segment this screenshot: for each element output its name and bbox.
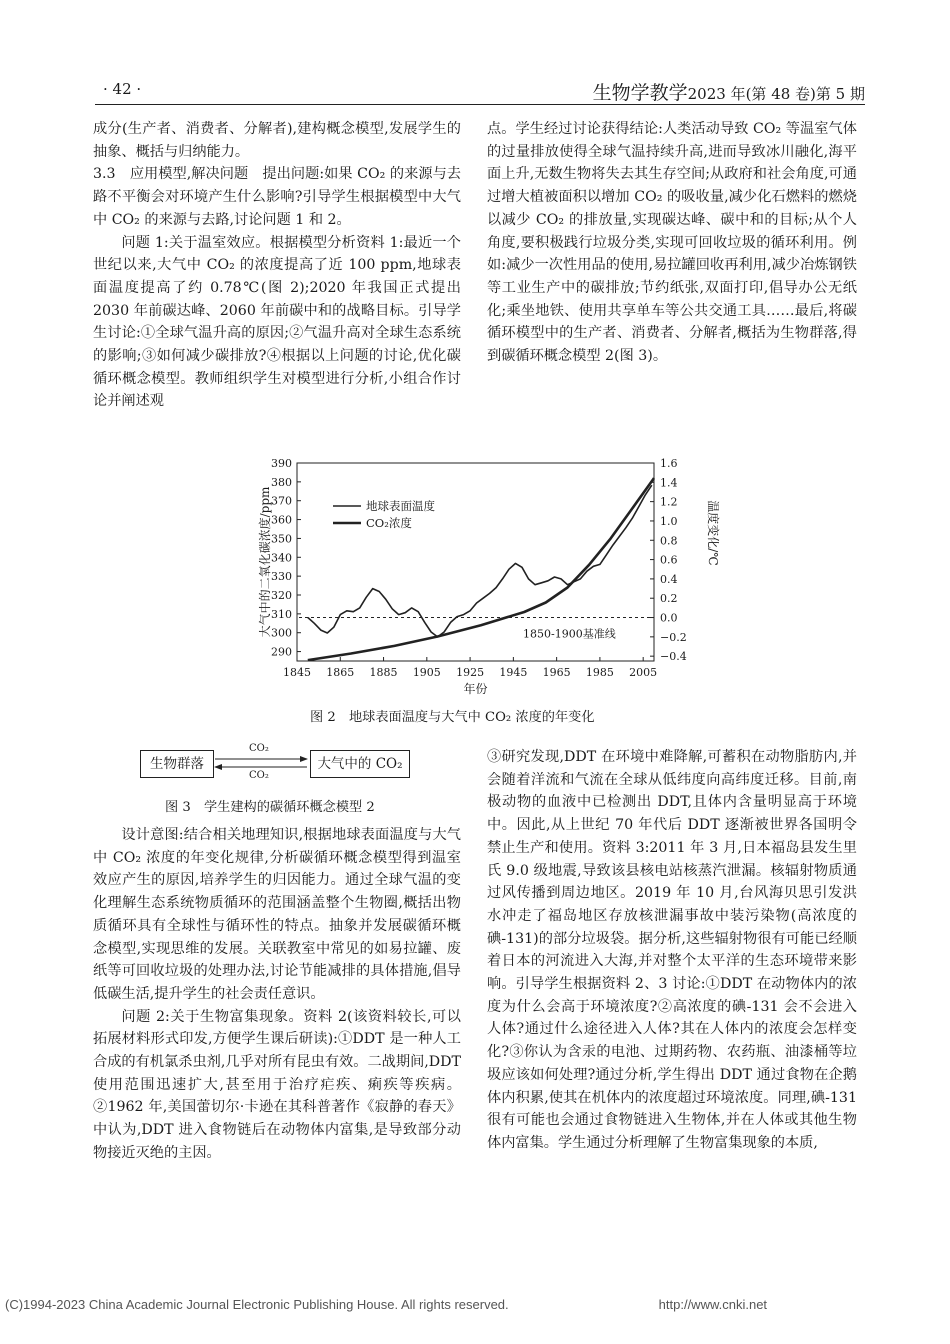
y-right-tick-label: −0.2 — [660, 630, 687, 644]
x-tick-label: 1885 — [369, 666, 398, 679]
figure-3-diagram — [135, 740, 425, 786]
right-column-top — [487, 118, 857, 368]
y-left-tick-label: 290 — [271, 645, 292, 659]
y-right-tick-label: 1.4 — [660, 476, 678, 490]
y-left-tick-label: 360 — [271, 513, 292, 527]
paragraph: 问题 2:关于生物富集现象。资料 2(该资料较长,可以拓展材料形式印发,方便学生课后研读):①DDT 是一种人工合成的有机氯杀虫剂,几乎对所有昆虫有效。二战期间,DDT 使用范围迅速扩大,甚至用于治疗疟疾、痢疾等疾病。②1962 年,美国蕾切尔·卡逊在其科普著作《寂静的春天》中认为,DDT 进入食物链后在动物体内富集,是导致部分动物接近灭绝的主因。 — [93, 1008, 461, 1161]
design-intent-paragraph: 设计意图:结合相关地理知识,根据地球表面温度与大气中 CO₂ 浓度的年变化规律,分析碳循环概念模型得到温室效应产生的原因,培养学生的归因能力。通过全球气温的变化理解生态系统物质循环的范围涵盖整个生物圈,概括出物质循环具有全球性与循环性的特点。抽象并发展碳循环概念模型,实现思维的发展。关联教室中常见的如易拉罐、废纸等可回收垃圾的处理办法,讨论节能减排的具体措施,倡导低碳生活,提升学生的社会责任意识。 — [93, 827, 461, 1002]
x-tick-label: 1985 — [585, 666, 614, 679]
atmosphere-co2-box: 大气中的 CO₂ — [310, 750, 410, 778]
footer-url: http://www.cnki.net — [658, 1297, 768, 1312]
y-left-tick-label: 390 — [271, 457, 292, 470]
y-left-tick-label: 300 — [271, 626, 292, 640]
figure-2-chart — [235, 455, 725, 700]
page-number: · 42 · — [103, 80, 142, 98]
arrow-label-bottom: CO₂ — [249, 770, 269, 781]
y-right-tick-label: 0.8 — [660, 534, 678, 548]
chart-svg — [235, 455, 725, 700]
footer — [5, 1297, 767, 1312]
y-left-tick-label: 320 — [271, 589, 292, 602]
y-right-tick-label: 0.2 — [660, 592, 678, 606]
journal-name: 生物学教学 — [592, 82, 688, 104]
y-right-tick-label: 1.0 — [660, 514, 678, 528]
y-left-tick-label: 380 — [271, 475, 292, 489]
legend-label: 地球表面温度 — [366, 499, 435, 513]
x-tick-label: 2005 — [629, 666, 658, 679]
y-right-tick-label: 0.6 — [660, 553, 678, 567]
y-right-tick-label: 0.0 — [660, 611, 678, 625]
x-tick-label: 1945 — [499, 666, 528, 679]
y-left-tick-label: 370 — [271, 494, 292, 508]
right-column-bottom — [487, 746, 857, 1155]
temperature-series-line — [308, 485, 652, 637]
section-3-3: 3.3 应用模型,解决问题 提出问题:如果 CO₂ 的来源与去路不平衡会对环境产生什么影响?引导学生根据模型中大气中 CO₂ 的来源与去路,讨论问题 1 和 2。 — [93, 166, 461, 228]
journal-issue: 2023 年(第 48 卷)第 5 期 — [687, 85, 865, 103]
x-axis-label: 年份 — [463, 682, 488, 696]
baseline-label: 1850-1900基准线 — [523, 627, 616, 641]
page-header — [95, 78, 865, 104]
figure-2-caption: 图 2 地球表面温度与大气中 CO₂ 浓度的年变化 — [310, 710, 595, 725]
arrow-label-top: CO₂ — [249, 743, 269, 754]
paragraph: 问题 1:关于温室效应。根据模型分析资料 1:最近一个世纪以来,大气中 CO₂ 的浓度提高了近 100 ppm,地球表面温度提高了约 0.78℃(图 2);2020 年我国正式提出 2030 年前碳达峰、2060 年前碳中和的战略目标。引导学生讨论:①全球气温升高的原因;②气温升高对全球生态系统的影响;③如何减少碳排放?④根据以上问题的讨论,优化碳循环概念模型。教师组织学生对模型进行分析,小组合作讨论并阐述观 — [93, 234, 461, 410]
y-left-tick-label: 350 — [271, 532, 292, 546]
figure-3-caption: 图 3 学生建构的碳循环概念模型 2 — [165, 800, 375, 815]
y-right-tick-label: −0.4 — [660, 650, 687, 664]
y-right-tick-label: 1.2 — [660, 495, 678, 509]
y-left-axis-label: 大气中的二氧化碳浓度/ppm — [258, 486, 272, 638]
x-tick-label: 1845 — [283, 666, 311, 679]
y-right-axis-label: 温度变化/℃ — [706, 500, 720, 566]
legend-label: CO₂浓度 — [366, 516, 412, 530]
header-rule — [95, 104, 865, 105]
y-left-tick-label: 330 — [271, 570, 292, 584]
x-tick-label: 1965 — [542, 666, 571, 679]
community-box: 生物群落 — [140, 750, 214, 778]
y-left-tick-label: 310 — [271, 607, 292, 621]
left-column-bottom — [93, 824, 461, 1165]
y-left-tick-label: 340 — [271, 551, 292, 565]
paragraph: ③研究发现,DDT 在环境中难降解,可蓄积在动物脂肪内,并会随着洋流和气流在全球从低纬度向高纬度迁移。目前,南极动物的血液中已检测出 DDT,且体内含量明显高于环境中。因此,从上世纪 70 年代后 DDT 逐渐被世界各国明令禁止生产和使用。资料 3:2011 年 3 月,日本福岛县发生里氏 9.0 级地震,导致该县核电站核蒸汽泄漏。核辐射物质通过风传播到周边地区。2019 年 10 月,台风海贝思引发洪水冲走了福岛地区存放核泄漏事故中装污染物(高浓度的碘-131)的部分垃圾袋。据分析,这些辐射物很有可能已经顺着日本的河流进入大海,并对整个太平洋的生态环境带来影响。引导学生根据资料 2、3 讨论:①DDT 在动物体内的浓度为什么会高于环境浓度?②高浓度的碘-131 会不会进入人体?通过什么途径进入人体?其在人体内的浓度会怎样变化?③你认为含汞的电池、过期药物、农药瓶、油漆桶等垃圾应该如何处理?通过分析,学生得出 DDT 通过食物在企鹅体内积累,使其在机体内的浓度超过环境浓度。同理,碘-131 很有可能也会通过食物链进入生物体,并在人体或其他生物体内富集。学生通过分析理解了生物富集现象的本质, — [487, 749, 857, 1151]
left-column-top — [93, 118, 461, 413]
y-right-tick-label: 0.4 — [660, 572, 678, 586]
x-tick-label: 1925 — [456, 666, 485, 679]
paragraph: 点。学生经过讨论获得结论:人类活动导致 CO₂ 等温室气体的过量排放使得全球气温持续升高,进而导致冰川融化,海平面上升,无数生物将失去其生存空间;从政府和社会角度,可通过增大植被面积以增加 CO₂ 的吸收量,减少化石燃料的燃烧以减少 CO₂ 的排放量,实现碳达峰、碳中和的目标;从个人角度,要积极践行垃圾分类,实现可回收垃圾的循环利用。例如:减少一次性用品的使用,易拉罐回收再利用,减少冶炼钢铁等工业生产中的碳排放;节约纸张,双面打印,倡导办公无纸化;乘坐地铁、使用共享单车等公共交通工具……最后,将碳循环模型中的生产者、消费者、分解者,概括为生物群落,得到碳循环概念模型 2(图 3)。 — [487, 121, 857, 365]
x-tick-label: 1905 — [412, 666, 441, 679]
paragraph: 成分(生产者、消费者、分解者),建构概念模型,发展学生的抽象、概括与归纳能力。 — [93, 121, 461, 160]
journal-title — [593, 78, 865, 105]
cycle-arrows — [135, 740, 425, 786]
y-right-tick-label: 1.6 — [660, 457, 678, 470]
x-tick-label: 1865 — [326, 666, 355, 679]
copyright-text: (C)1994-2023 China Academic Journal Electronic Publishing House. All rights reserved. — [5, 1297, 509, 1312]
